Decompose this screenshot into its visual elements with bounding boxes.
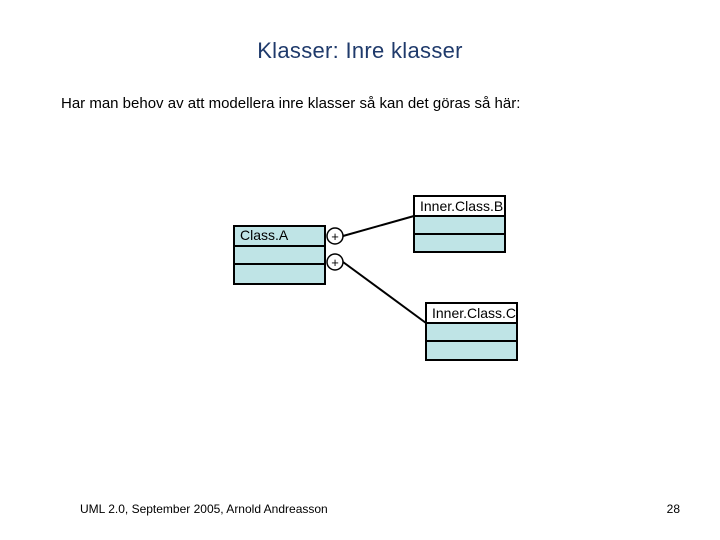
- page-number: 28: [666, 502, 680, 516]
- anchor-plus-b: +: [331, 229, 339, 244]
- slide-title: Klasser: Inre klasser: [257, 38, 463, 63]
- inner-class-c-name: Inner.Class.C: [432, 305, 517, 321]
- nesting-anchor-c: [327, 254, 343, 270]
- connector-to-inner-b: [343, 216, 414, 236]
- anchor-plus-c: +: [331, 255, 339, 270]
- inner-class-b-box: [414, 196, 505, 252]
- footer-text: UML 2.0, September 2005, Arnold Andreasson: [80, 502, 328, 516]
- connector-to-inner-c: [343, 262, 426, 323]
- nesting-anchor-b: [327, 228, 343, 244]
- inner-class-b-name: Inner.Class.B: [420, 198, 504, 214]
- class-a-box: [234, 226, 325, 284]
- class-a-name: Class.A: [240, 227, 289, 243]
- intro-text: Har man behov av att modellera inre klasser så kan det göras så här:: [61, 95, 521, 112]
- inner-class-c-box: [426, 303, 517, 360]
